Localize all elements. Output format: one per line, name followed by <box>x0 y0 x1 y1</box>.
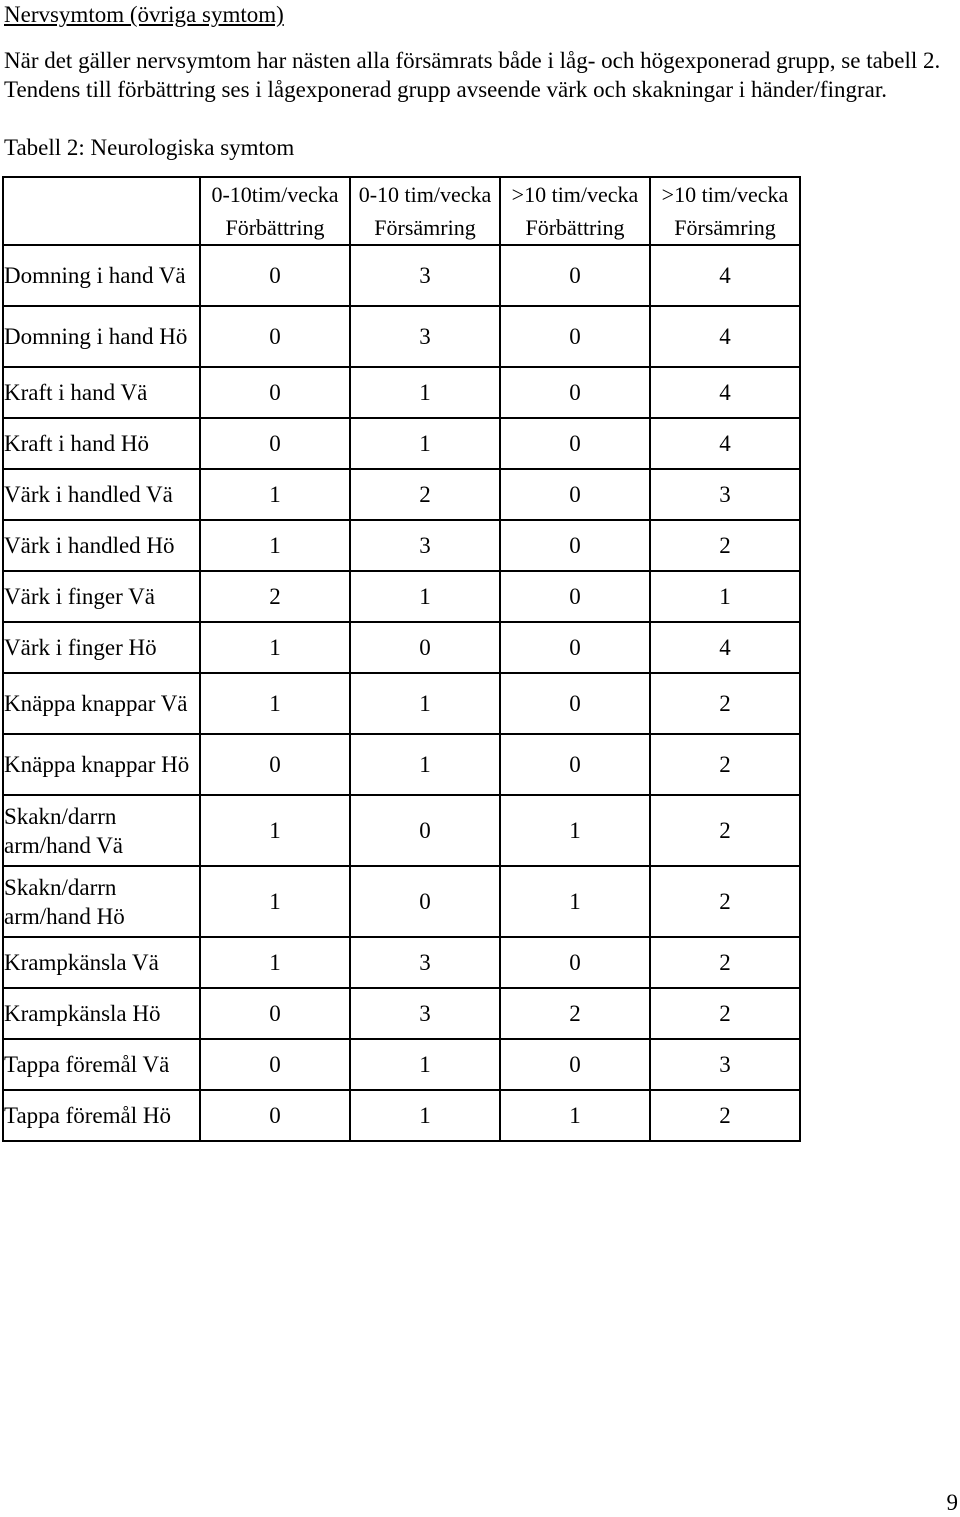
table-cell: 2 <box>650 734 800 795</box>
column-header-outcome: Förbättring <box>225 215 325 240</box>
table-cell: 2 <box>650 988 800 1039</box>
column-header-exposure: 0-10tim/vecka <box>211 182 339 207</box>
table-caption: Tabell 2: Neurologiska symtom <box>4 135 295 160</box>
table-cell: 0 <box>500 571 650 622</box>
table-cell: 4 <box>650 245 800 306</box>
table-cell: 2 <box>650 673 800 734</box>
row-label: Skakn/darrn arm/hand Hö <box>3 866 200 937</box>
table-cell: 1 <box>350 673 500 734</box>
table-cell: 4 <box>650 367 800 418</box>
table-row <box>3 306 800 367</box>
table-cell: 1 <box>500 1090 650 1141</box>
table-cell: 0 <box>500 418 650 469</box>
row-label: Tappa föremål Hö <box>3 1090 200 1141</box>
row-label: Tappa föremål Vä <box>3 1039 200 1090</box>
table-cell: 0 <box>500 622 650 673</box>
table-cell: 1 <box>200 520 350 571</box>
table-cell: 1 <box>350 1039 500 1090</box>
table-row <box>3 866 800 937</box>
table-cell: 1 <box>350 367 500 418</box>
column-header <box>650 177 800 245</box>
table-cell: 1 <box>200 795 350 866</box>
table-cell: 2 <box>650 937 800 988</box>
table-cell: 0 <box>200 418 350 469</box>
table-cell: 3 <box>650 1039 800 1090</box>
table-row <box>3 245 800 306</box>
table-cell: 0 <box>500 469 650 520</box>
table-row <box>3 937 800 988</box>
row-label: Domning i hand Vä <box>3 245 200 306</box>
table-row <box>3 795 800 866</box>
column-header-outcome: Försämring <box>374 215 476 240</box>
row-label: Värk i finger Hö <box>3 622 200 673</box>
column-header <box>200 177 350 245</box>
table-cell: 3 <box>350 245 500 306</box>
table-cell: 0 <box>500 1039 650 1090</box>
table-cell: 0 <box>200 1039 350 1090</box>
table-cell: 1 <box>350 734 500 795</box>
table-cell: 0 <box>500 734 650 795</box>
table-cell: 0 <box>500 367 650 418</box>
table-cell: 0 <box>500 520 650 571</box>
row-label: Kraft i hand Hö <box>3 418 200 469</box>
table-row <box>3 673 800 734</box>
column-header-exposure: >10 tim/vecka <box>511 182 639 207</box>
table-cell: 0 <box>350 866 500 937</box>
table-cell: 1 <box>200 937 350 988</box>
row-label: Värk i handled Vä <box>3 469 200 520</box>
column-header <box>350 177 500 245</box>
row-label: Domning i hand Hö <box>3 306 200 367</box>
table-cell: 2 <box>650 795 800 866</box>
table-cell: 0 <box>200 1090 350 1141</box>
row-label: Krampkänsla Vä <box>3 937 200 988</box>
table-cell: 2 <box>650 520 800 571</box>
column-header-exposure: >10 tim/vecka <box>661 182 789 207</box>
table-cell: 0 <box>200 734 350 795</box>
table-cell: 0 <box>500 245 650 306</box>
table-row <box>3 622 800 673</box>
table-cell: 4 <box>650 306 800 367</box>
column-header <box>500 177 650 245</box>
table-cell: 2 <box>650 866 800 937</box>
table-cell: 3 <box>350 937 500 988</box>
table-cell: 2 <box>500 988 650 1039</box>
table-cell: 1 <box>350 418 500 469</box>
row-label: Knäppa knappar Vä <box>3 673 200 734</box>
table-cell: 1 <box>200 673 350 734</box>
table-row <box>3 1039 800 1090</box>
table-cell: 1 <box>200 866 350 937</box>
table-row <box>3 571 800 622</box>
table-cell: 0 <box>500 673 650 734</box>
table-row <box>3 988 800 1039</box>
table-cell: 0 <box>200 988 350 1039</box>
table-cell: 0 <box>350 622 500 673</box>
row-label: Knäppa knappar Hö <box>3 734 200 795</box>
table-cell: 4 <box>650 418 800 469</box>
table-cell: 1 <box>500 866 650 937</box>
row-label: Krampkänsla Hö <box>3 988 200 1039</box>
table-cell: 0 <box>500 306 650 367</box>
table-row <box>3 1090 800 1141</box>
table-row <box>3 734 800 795</box>
table-cell: 3 <box>350 306 500 367</box>
table-cell: 0 <box>500 937 650 988</box>
neurological-symptoms-table <box>2 176 801 1142</box>
table-cell: 3 <box>350 520 500 571</box>
table-header-row <box>3 177 800 245</box>
table-cell: 2 <box>350 469 500 520</box>
table-cell: 4 <box>650 622 800 673</box>
table-cell: 0 <box>200 367 350 418</box>
table-cell: 1 <box>350 1090 500 1141</box>
table-cell: 1 <box>650 571 800 622</box>
row-label: Kraft i hand Vä <box>3 367 200 418</box>
table-row <box>3 418 800 469</box>
table-cell: 2 <box>650 1090 800 1141</box>
table-row <box>3 469 800 520</box>
row-label: Skakn/darrn arm/hand Vä <box>3 795 200 866</box>
table-cell: 3 <box>350 988 500 1039</box>
table-row <box>3 367 800 418</box>
intro-paragraph: När det gäller nervsymtom har nästen alla försämrats både i låg- och högexponerad grupp, se tabell 2. Tendens till förbättring ses i lågexponerad grupp avseende värk och skakningar i händer/fingrar. <box>4 48 941 102</box>
section-heading: Nervsymtom (övriga symtom) <box>4 2 284 27</box>
page-number: 9 <box>946 1490 958 1515</box>
table-cell: 3 <box>650 469 800 520</box>
table-cell: 2 <box>200 571 350 622</box>
row-label: Värk i finger Vä <box>3 571 200 622</box>
table-cell: 0 <box>350 795 500 866</box>
table-row <box>3 520 800 571</box>
table-cell: 0 <box>200 245 350 306</box>
row-label: Värk i handled Hö <box>3 520 200 571</box>
column-header-exposure: 0-10 tim/vecka <box>358 182 492 207</box>
table-cell: 0 <box>200 306 350 367</box>
header-blank-cell <box>3 177 200 245</box>
table-cell: 1 <box>200 469 350 520</box>
table-cell: 1 <box>500 795 650 866</box>
column-header-outcome: Förbättring <box>525 215 625 240</box>
table-cell: 1 <box>350 571 500 622</box>
column-header-outcome: Försämring <box>674 215 776 240</box>
table-cell: 1 <box>200 622 350 673</box>
